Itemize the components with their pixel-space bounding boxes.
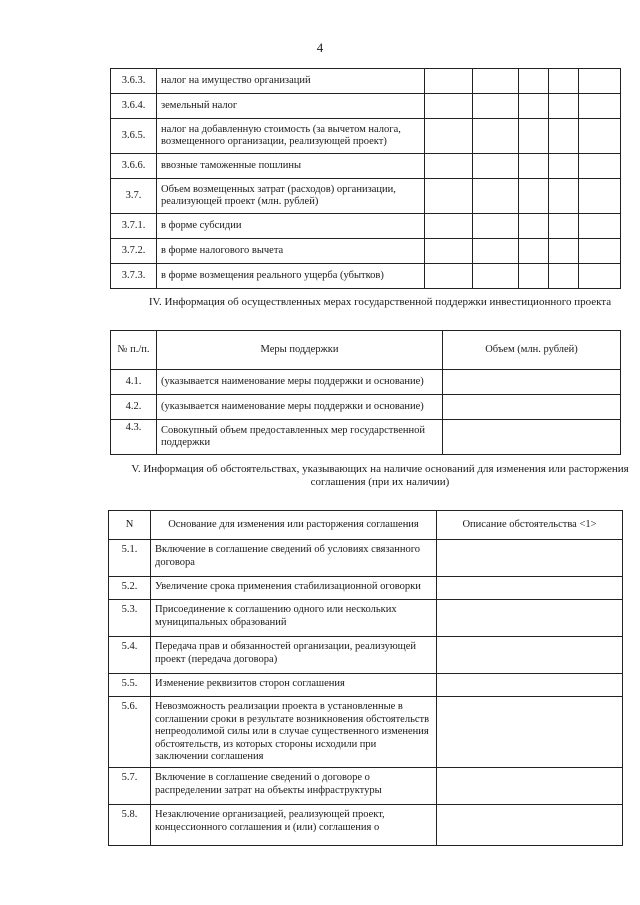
value-cell xyxy=(549,239,579,264)
value-cell xyxy=(425,179,473,214)
value-cell xyxy=(519,94,549,119)
row-label: (указывается наименование меры поддержки и основание) xyxy=(157,395,443,420)
row-label: налог на добавленную стоимость (за вычетом налога, возмещенного организации, реализующей проект) xyxy=(157,119,425,154)
table-row xyxy=(109,674,623,697)
value-cell xyxy=(425,264,473,289)
row-number: 5.6. xyxy=(109,697,151,768)
row-number: 3.7.3. xyxy=(111,264,157,289)
value-cell xyxy=(519,214,549,239)
table-row xyxy=(111,94,621,119)
row-number: 5.2. xyxy=(109,577,151,600)
value-cell xyxy=(579,264,621,289)
table-row xyxy=(109,697,623,768)
row-number: 5.5. xyxy=(109,674,151,697)
row-label: Включение в соглашение сведений о договоре о распределении затрат на объекты инфраструктуры xyxy=(151,768,437,805)
row-label: налог на имущество организаций xyxy=(157,69,425,94)
table-row xyxy=(111,154,621,179)
value-cell xyxy=(473,69,519,94)
column-header-number: N xyxy=(109,511,151,540)
row-label: Передача прав и обязанностей организации, реализующей проект (передача договора) xyxy=(151,637,437,674)
column-header-number: № п./п. xyxy=(111,331,157,370)
row-number: 5.4. xyxy=(109,637,151,674)
row-number: 3.6.6. xyxy=(111,154,157,179)
value-cell xyxy=(437,805,623,846)
row-number: 5.8. xyxy=(109,805,151,846)
value-cell xyxy=(473,94,519,119)
value-cell xyxy=(437,697,623,768)
row-label: Объем возмещенных затрат (расходов) организации, реализующей проект (млн. рублей) xyxy=(157,179,425,214)
table-row xyxy=(109,540,623,577)
row-number: 5.1. xyxy=(109,540,151,577)
section-iv-title: IV. Информация об осуществленных мерах государственной поддержки инвестиционного проекта xyxy=(148,296,612,308)
table-row xyxy=(111,420,621,455)
indicators-table xyxy=(110,68,621,289)
row-number: 3.6.5. xyxy=(111,119,157,154)
value-cell xyxy=(437,768,623,805)
table-row xyxy=(111,264,621,289)
value-cell xyxy=(473,119,519,154)
value-cell xyxy=(579,214,621,239)
value-cell xyxy=(437,540,623,577)
value-cell xyxy=(579,69,621,94)
row-label: в форме возмещения реального ущерба (убытков) xyxy=(157,264,425,289)
table-row xyxy=(111,179,621,214)
row-label: Присоединение к соглашению одного или нескольких муниципальных образований xyxy=(151,600,437,637)
row-number: 3.6.4. xyxy=(111,94,157,119)
value-cell xyxy=(425,214,473,239)
value-cell xyxy=(579,154,621,179)
row-label: в форме субсидии xyxy=(157,214,425,239)
value-cell xyxy=(519,239,549,264)
value-cell xyxy=(473,154,519,179)
value-cell xyxy=(425,94,473,119)
value-cell xyxy=(519,154,549,179)
table-row xyxy=(109,600,623,637)
table-row xyxy=(109,805,623,846)
row-number: 5.3. xyxy=(109,600,151,637)
table-row xyxy=(109,577,623,600)
value-cell xyxy=(549,179,579,214)
value-cell xyxy=(437,600,623,637)
value-cell xyxy=(425,239,473,264)
row-label: Совокупный объем предоставленных мер государственной поддержки xyxy=(157,420,443,455)
table-row xyxy=(111,239,621,264)
value-cell xyxy=(579,119,621,154)
row-number: 4.2. xyxy=(111,395,157,420)
value-cell xyxy=(443,395,621,420)
table-row xyxy=(111,119,621,154)
value-cell xyxy=(473,264,519,289)
value-cell xyxy=(425,119,473,154)
column-header-basis: Основание для изменения или расторжения соглашения xyxy=(151,511,437,540)
row-number: 4.1. xyxy=(111,370,157,395)
value-cell xyxy=(519,69,549,94)
value-cell xyxy=(549,119,579,154)
row-label: земельный налог xyxy=(157,94,425,119)
value-cell xyxy=(437,577,623,600)
value-cell xyxy=(473,214,519,239)
value-cell xyxy=(519,179,549,214)
row-label: ввозные таможенные пошлины xyxy=(157,154,425,179)
row-label: Изменение реквизитов сторон соглашения xyxy=(151,674,437,697)
value-cell xyxy=(579,239,621,264)
agreement-circumstances-table xyxy=(108,510,623,846)
row-label: Невозможность реализации проекта в установленные в соглашении сроки в результате возникновения обстоятельств непреодолимой силы или в случае существенного изменения обстоятельств, из которых стороны исходили при заключении соглашения xyxy=(151,697,437,768)
table-row xyxy=(111,370,621,395)
table-row xyxy=(111,214,621,239)
row-number: 3.7.1. xyxy=(111,214,157,239)
row-label: Увеличение срока применения стабилизационной оговорки xyxy=(151,577,437,600)
table-header-row xyxy=(111,331,621,370)
table-row xyxy=(111,69,621,94)
column-header-measures: Меры поддержки xyxy=(157,331,443,370)
value-cell xyxy=(473,179,519,214)
value-cell xyxy=(519,119,549,154)
value-cell xyxy=(443,370,621,395)
table-header-row xyxy=(109,511,623,540)
value-cell xyxy=(473,239,519,264)
value-cell xyxy=(549,154,579,179)
row-label: Незаключение организацией, реализующей проект, концессионного соглашения и (или) соглашения о xyxy=(151,805,437,846)
table-row xyxy=(109,768,623,805)
table-row xyxy=(111,395,621,420)
row-label: (указывается наименование меры поддержки и основание) xyxy=(157,370,443,395)
value-cell xyxy=(549,69,579,94)
table-row xyxy=(109,637,623,674)
row-number: 3.6.3. xyxy=(111,69,157,94)
value-cell xyxy=(549,264,579,289)
value-cell xyxy=(579,179,621,214)
row-number: 3.7. xyxy=(111,179,157,214)
value-cell xyxy=(437,637,623,674)
row-number: 3.7.2. xyxy=(111,239,157,264)
value-cell xyxy=(549,214,579,239)
value-cell xyxy=(425,69,473,94)
section-v-title: V. Информация об обстоятельствах, указывающих на наличие оснований для изменения или расторжения соглашения (при их наличии) xyxy=(131,463,629,488)
value-cell xyxy=(437,674,623,697)
row-label: в форме налогового вычета xyxy=(157,239,425,264)
support-measures-table xyxy=(110,330,621,455)
row-label: Включение в соглашение сведений об условиях связанного договора xyxy=(151,540,437,577)
column-header-volume: Объем (млн. рублей) xyxy=(443,331,621,370)
page-number: 4 xyxy=(316,40,324,55)
value-cell xyxy=(579,94,621,119)
value-cell xyxy=(519,264,549,289)
row-number: 4.3. xyxy=(111,420,157,455)
value-cell xyxy=(443,420,621,455)
column-header-description: Описание обстоятельства <1> xyxy=(437,511,623,540)
value-cell xyxy=(549,94,579,119)
row-number: 5.7. xyxy=(109,768,151,805)
value-cell xyxy=(425,154,473,179)
